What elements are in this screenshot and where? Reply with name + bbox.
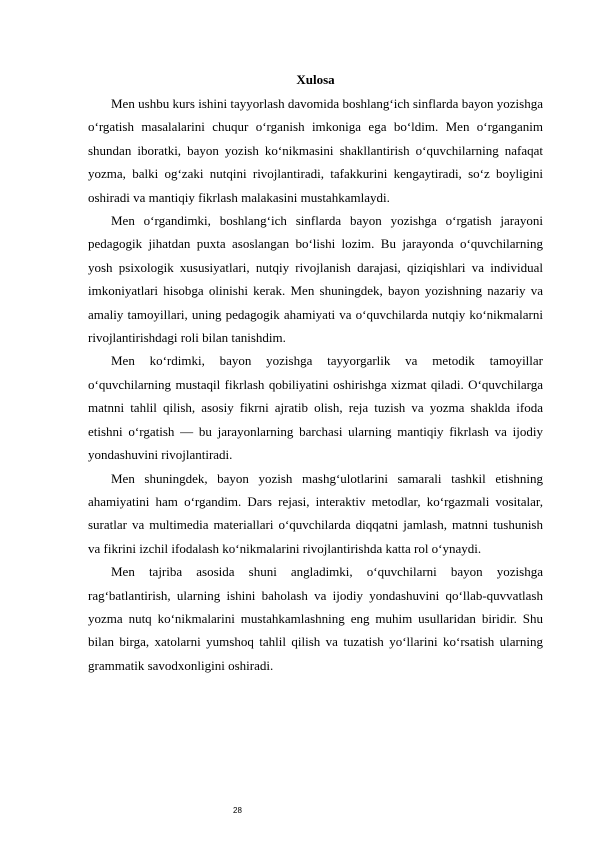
paragraph-3: Men ko‘rdimki, bayon yozishga tayyorgarlik va metodik tamoyillar o‘quvchilarning mustaqil fikrlash qobiliyatini oshirishga xizmat qiladi. O‘quvchilarga matnni tahlil qilish, asosiy fikrni ajratib olish, reja tuzish va yozma shaklda ifoda etishni o‘rgatish — bu jarayonlarning barchasi ularning mantiqiy fikrlash va ijodiy yondashuvini rivojlantiradi. (88, 353, 543, 463)
document-page (88, 70, 543, 677)
paragraph-5: Men tajriba asosida shuni angladimki, o‘quvchilarni bayon yozishga rag‘batlantirish, ularning ishini baholash va ijodiy yondashuvini qo‘llab-quvvatlash yozma nutq ko‘nikmalarini mustahkamlashning eng muhim usullaridan biridir. Shu bilan birga, xatolarni yumshoq tahlil qilish va tuzatish yo‘llarini ko‘rsatish ularning grammatik savodxonligini oshiradi. (88, 564, 543, 673)
paragraph-2: Men o‘rgandimki, boshlang‘ich sinflarda bayon yozishga o‘rgatish jarayoni pedagogik jihatdan puxta asoslangan bo‘lishi lozim. Bu jarayonda o‘quvchilarning yosh psixologik xususiyatlari, nutqiy rivojlanish darajasi, qiziqishlari va individual imkoniyatlari hisobga olinishi kerak. Men shuningdek, bayon yozishning nazariy va amaliy tamoyillari, uning pedagogik ahamiyati va o‘quvchilarda nutqiy ko‘nikmalarni rivojlantirishdagi roli bilan tanishdim. (88, 213, 543, 346)
paragraph-1: Men ushbu kurs ishini tayyorlash davomida boshlang‘ich sinflarda bayon yozishga o‘rgatish masalalarini chuqur o‘rganish imkoniga ega bo‘ldim. Men o‘rganganim shundan iboratki, bayon yozish ko‘nikmasini shakllantirish o‘quvchilarning nafaqat yozma, balki og‘zaki nutqini rivojlantiradi, tafakkurini kengaytiradi, so‘z boyligini oshiradi va mantiqiy fikrlash malakasini mustahkamlaydi. (88, 96, 543, 205)
paragraph-4: Men shuningdek, bayon yozish mashg‘ulotlarini samarali tashkil etishning ahamiyatini ham o‘rgandim. Dars rejasi, interaktiv metodlar, ko‘rgazmali vositalar, suratlar va multimedia materiallari o‘quvchilarda diqqatni jamlash, matnni tushunish va fikrini izchil ifodalash ko‘nikmalarini rivojlantirishda katta rol o‘ynaydi. (88, 470, 543, 556)
page-number: 28 (233, 806, 242, 815)
section-title: Xulosa (296, 72, 335, 87)
